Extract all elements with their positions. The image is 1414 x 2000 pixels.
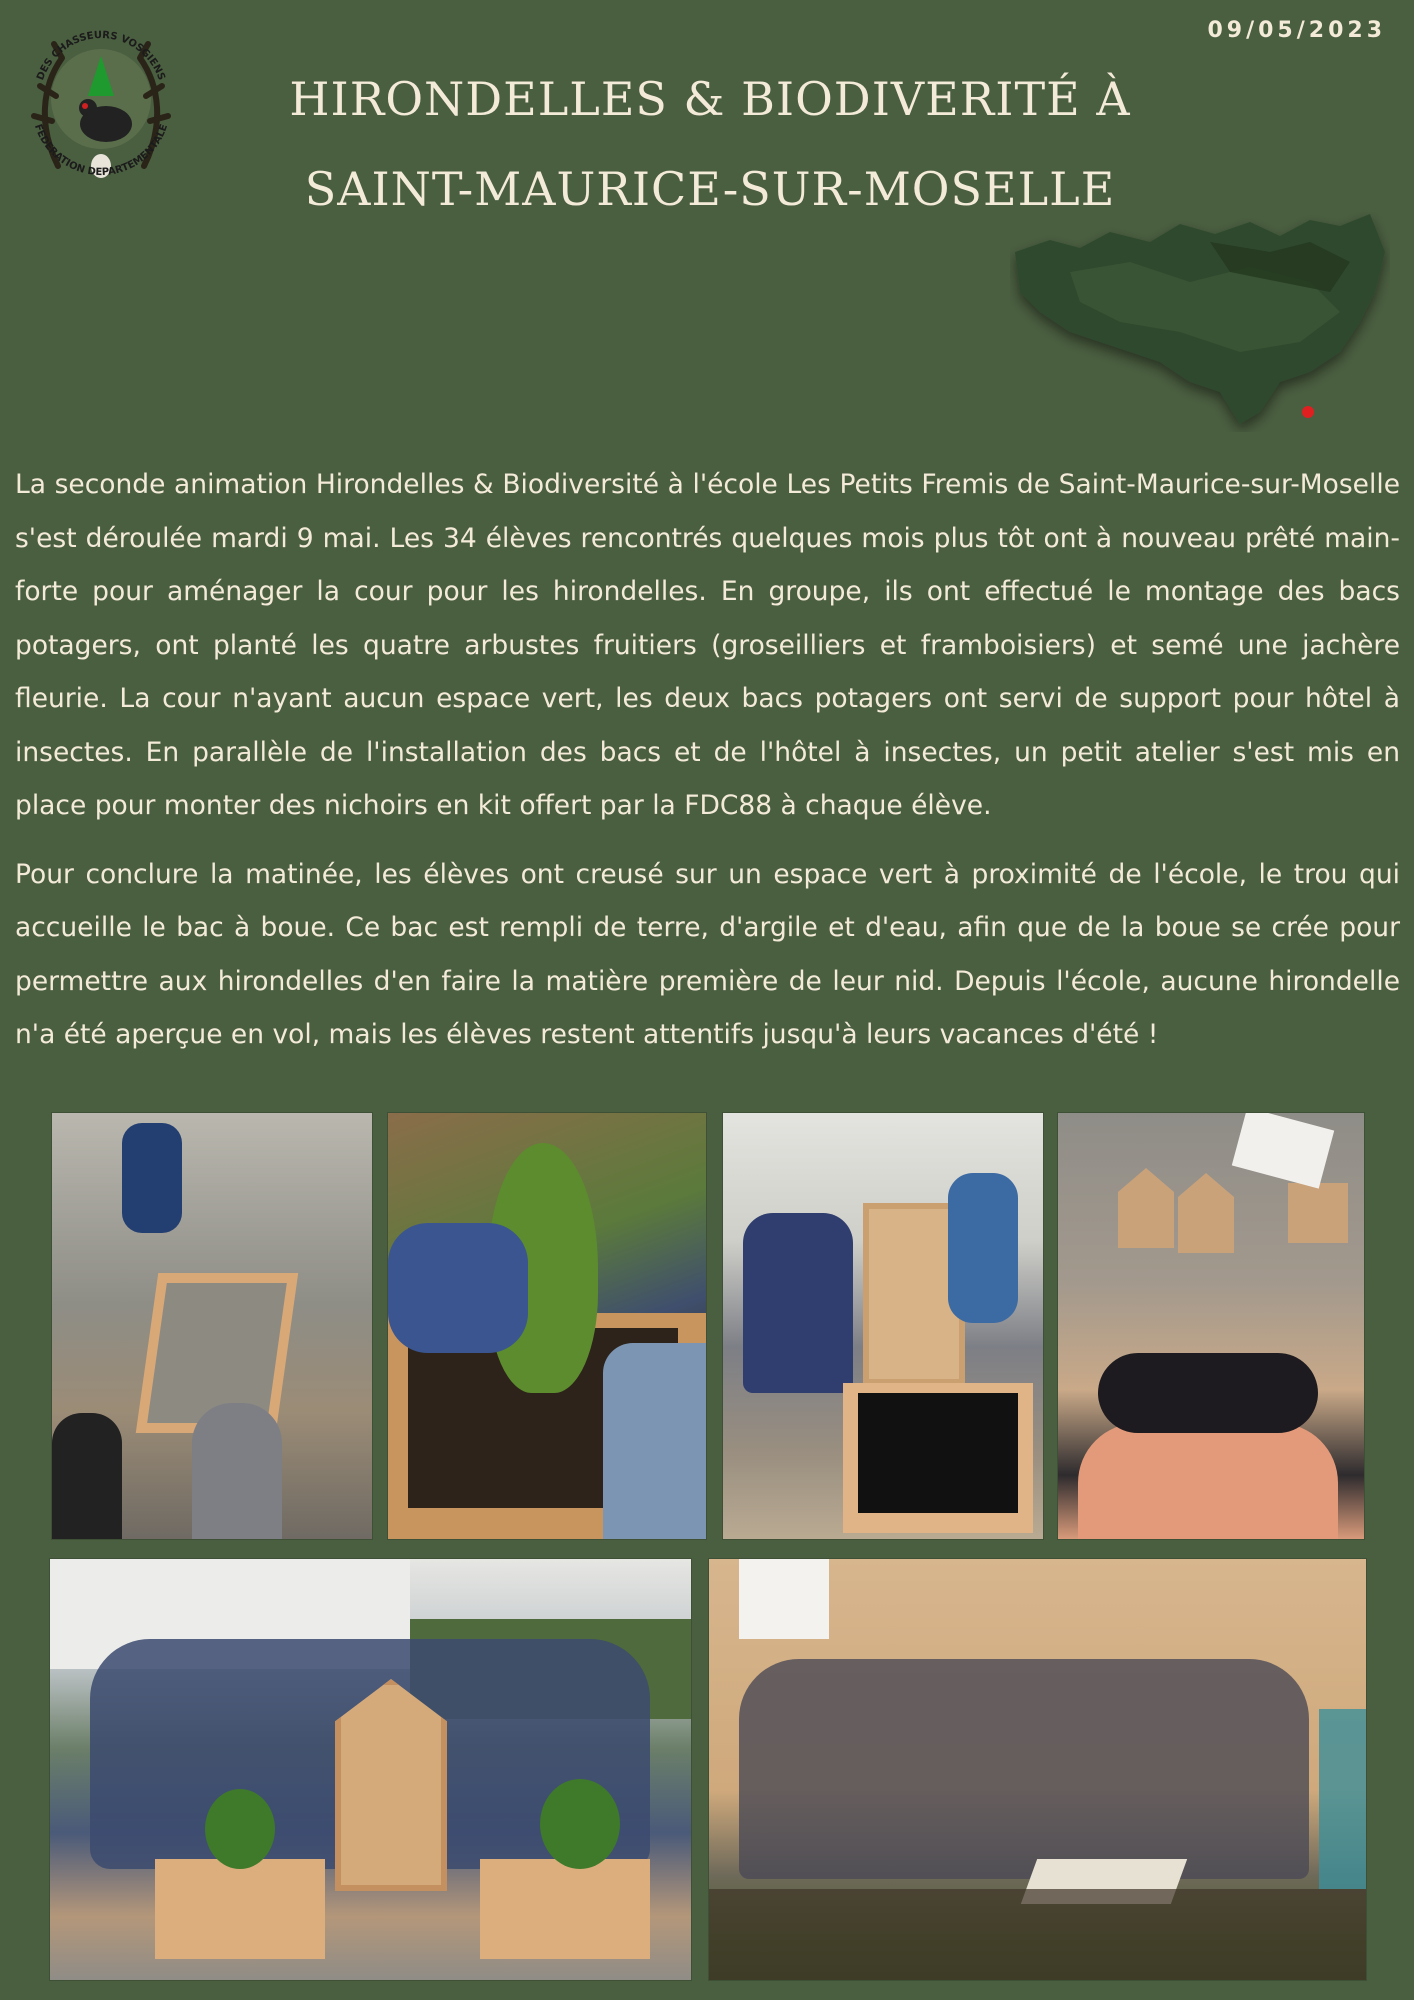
paragraph-2: Pour conclure la matinée, les élèves ont creusé sur un espace vert à proximité de l'école, le trou qui accueille le bac à boue. Ce bac est rempli de terre, d'argile et d'eau, afin que de la boue se crée pour permettre aux hirondelles d'en faire la matière première de leur nid. Depuis l'école, aucune hirondelle n'a été aperçue en vol, mais les élèves restent attentifs jusqu'à leurs vacances d'été ! (15, 858, 1400, 1050)
vosges-map-icon (1010, 212, 1390, 432)
title-line-1: HIRONDELLES & BIODIVERITÉ À (289, 72, 1131, 126)
photo-children-assembling-planter (51, 1112, 373, 1540)
article-body (15, 458, 1400, 1077)
photo-child-planting-shrub (387, 1112, 707, 1540)
hunters-federation-logo (18, 16, 184, 182)
paragraph-1: La seconde animation Hirondelles & Biodiversité à l'école Les Petits Fremis de Saint-Maurice-sur-Moselle s'est déroulée mardi 9 mai. Les 34 élèves rencontrés quelques mois plus tôt ont à nouveau prêté main-forte pour aménager la cour pour les hirondelles. En groupe, ils ont effectué le montage des bacs potagers, ont planté les quatre arbustes fruitiers (groseilliers et framboisiers) et semé une jachère fleurie. La cour n'ayant aucun espace vert, les deux bacs potagers ont servi de support pour hôtel à insectes. En parallèle de l'installation des bacs et de l'hôtel à insectes, un petit atelier s'est mis en place pour monter des nichoirs en kit offert par la FDC88 à chaque élève. (15, 469, 1400, 821)
photo-group-with-insect-hotel (49, 1558, 692, 1981)
photo-insect-hotel-assembly (722, 1112, 1044, 1540)
photo-nest-box-kit (1057, 1112, 1365, 1540)
date-label: 09/05/2023 (1207, 18, 1386, 43)
title-line-2: SAINT-MAURICE-SUR-MOSELLE (304, 162, 1116, 216)
photo-group-at-mud-bath (708, 1558, 1367, 1981)
logo-text-bottom: FEDERATION DEPARTEMENTALE (31, 122, 171, 179)
logo-text-top: DES CHASSEURS VOSGIENS (35, 29, 167, 82)
page-title (250, 54, 1170, 234)
